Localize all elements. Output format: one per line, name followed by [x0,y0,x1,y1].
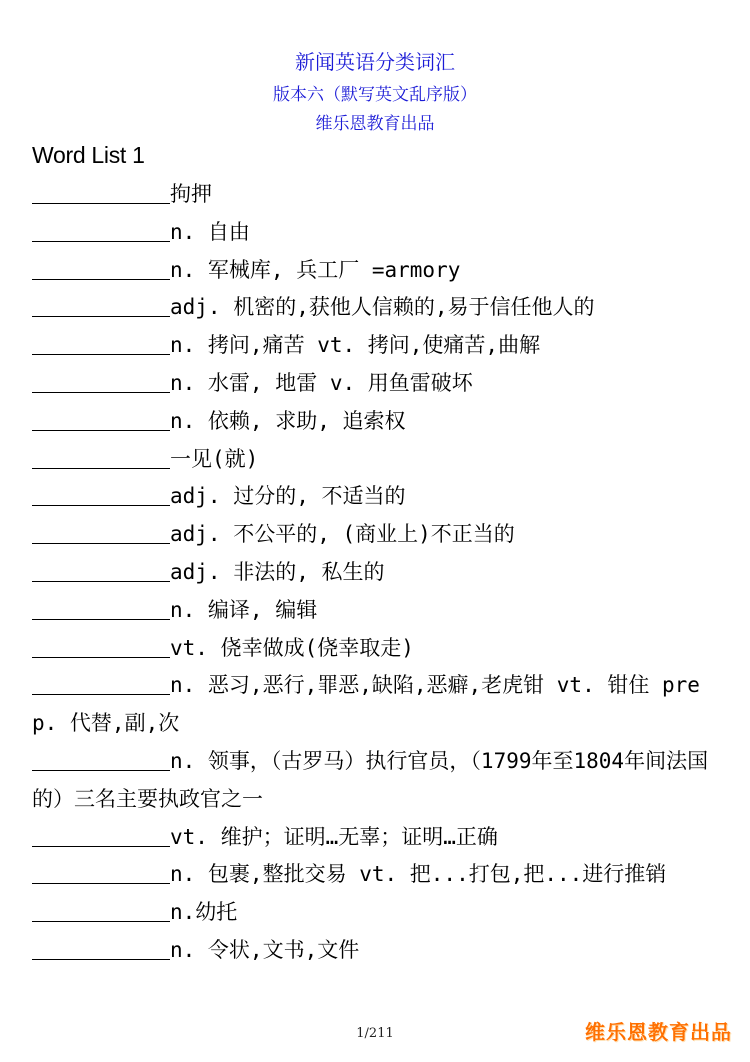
vocab-entry [32,252,722,290]
vocab-definition: n. 依赖, 求助, 追索权 [170,408,406,433]
vocab-definition: n. 恶习,恶行,罪恶,缺陷,恶癖,老虎钳 vt. 钳住 prep. 代替,副,次 [32,673,700,736]
vocab-definition: n. 拷问,痛苦 vt. 拷问,使痛苦,曲解 [170,333,541,358]
vocab-entry [32,856,722,894]
answer-blank [32,368,170,393]
answer-blank [32,897,170,922]
answer-blank [32,444,170,469]
vocab-entry [32,743,722,819]
answer-blank [32,595,170,620]
vocab-definition: n. 自由 [170,219,250,244]
vocab-entry [32,667,722,743]
vocabulary-list [32,176,722,970]
page-number: 1/211 [356,1026,394,1041]
vocab-definition: adj. 不公平的, (商业上)不正当的 [170,522,515,547]
document-title: 新闻英语分类词汇 [295,50,455,74]
answer-blank [32,292,170,317]
vocab-entry [32,592,722,630]
vocab-entry [32,365,722,403]
answer-blank [32,822,170,847]
answer-blank [32,217,170,242]
vocab-definition: n. 领事，（古罗马）执行官员，（1799年至1804年间法国的）三名主要执政官之一 [32,748,709,811]
vocab-entry [32,289,722,327]
answer-blank [32,481,170,506]
vocab-definition: adj. 机密的,获他人信赖的,易于信任他人的 [170,295,595,320]
vocab-definition: vt. 侥幸做成(侥幸取走) [170,635,414,660]
vocab-definition: vt. 维护；证明…无辜；证明…正确 [170,824,498,849]
answer-blank [32,179,170,204]
vocab-definition: 一见(就) [170,446,259,471]
vocab-entry [32,554,722,592]
vocab-entry [32,894,722,932]
vocab-definition: adj. 过分的, 不适当的 [170,484,406,509]
answer-blank [32,670,170,695]
vocab-definition: 拘押 [170,182,212,206]
vocab-entry [32,630,722,668]
answer-blank [32,255,170,280]
vocab-entry [32,478,722,516]
answer-blank [32,746,170,771]
vocab-definition: n.幼托 [170,900,238,925]
vocab-entry [32,516,722,554]
vocab-entry [32,403,722,441]
vocab-definition: adj. 非法的, 私生的 [170,559,385,584]
publisher-watermark: 维乐恩教育出品 [585,1020,732,1044]
answer-blank [32,519,170,544]
vocab-entry [32,214,722,252]
vocab-entry [32,932,722,970]
answer-blank [32,859,170,884]
publisher-line: 维乐恩教育出品 [315,114,435,134]
vocab-entry [32,819,722,857]
vocab-entry [32,327,722,365]
answer-blank [32,935,170,960]
vocab-definition: n. 包裹,整批交易 vt. 把...打包,把...进行推销 [170,862,667,887]
answer-blank [32,406,170,431]
document-subtitle: 版本六（默写英文乱序版） [273,85,477,105]
answer-blank [32,557,170,582]
vocab-entry [32,441,722,479]
vocab-definition: n. 编译, 编辑 [170,597,318,622]
word-list-heading: Word List 1 [32,142,145,168]
vocab-definition: n. 令状,文书,文件 [170,937,360,962]
answer-blank [32,633,170,658]
vocab-definition: n. 军械库, 兵工厂 =armory [170,257,461,282]
vocab-definition: n. 水雷, 地雷 v. 用鱼雷破坏 [170,370,473,395]
answer-blank [32,330,170,355]
vocab-entry [32,176,722,214]
